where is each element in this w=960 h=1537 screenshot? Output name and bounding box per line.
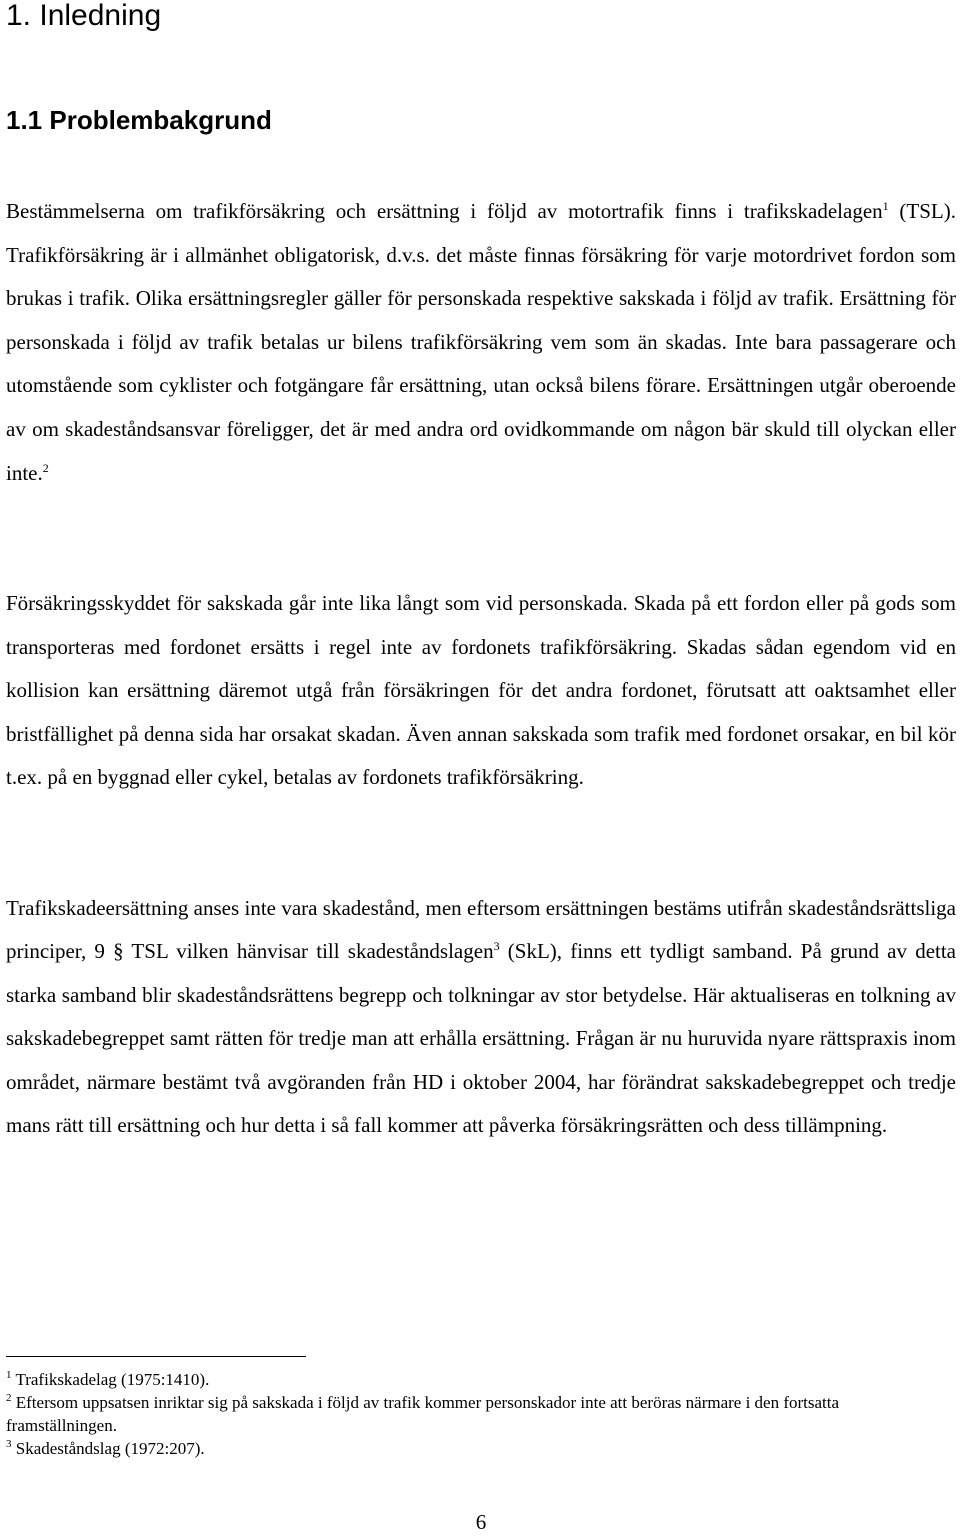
footnote-reference-1[interactable]: 1	[882, 199, 889, 213]
paragraph-3	[6, 887, 956, 1147]
footnote-text: Trafikskadelag (1975:1410).	[11, 1370, 210, 1389]
paragraph-text: Trafikskadeersättning anses inte vara skadestånd, men eftersom ersättningen bestäms utifrån skadeståndsrättsliga principer, 9 § TSL vilken hänvisar till skadeståndslagen	[6, 896, 956, 964]
footnote-number: 1	[6, 1369, 12, 1381]
paragraph-2: Försäkringsskyddet för sakskada går inte lika långt som vid personskada. Skada på ett fordon eller på gods som transporteras med fordonet ersätts i regel inte av fordonets trafikförsäkring. Skadas sådan egendom vid en kollision kan ersättning däremot utgå från försäkringen för det andra fordonet, förutsatt att oaktsamhet eller bristfällighet på denna sida har orsakat skadan. Även annan sakskada som trafik med fordonet orsakar, en bil kör t.ex. på en byggnad eller cykel, betalas av fordonets trafikförsäkring.	[6, 591, 956, 790]
chapter-heading: 1. Inledning	[6, 0, 162, 32]
paragraph-text: Bestämmelserna om trafikförsäkring och ersättning i följd av motortrafik finns i trafikskadelagen	[6, 199, 883, 223]
paragraph-text: (SkL), finns ett tydligt samband. På grund av detta starka samband blir skadeståndsrättens begrepp och tolkningar av stor betydelse. Här aktualiseras en tolkning av sakskadebegreppet samt rätten för tredje man att erhålla ersättning. Frågan är nu huruvida nyare rättspraxis inom området, närmare bestämt två avgöranden från HD i oktober 2004, har förändrat sakskadebegreppet och tredje mans rätt till ersättning och hur detta i så fall kommer att påverka försäkringsrätten och dess tillämpning.	[6, 939, 956, 1138]
footnote-number: 2	[6, 1392, 12, 1404]
footnote-2	[6, 1391, 936, 1437]
footnotes	[6, 1368, 936, 1460]
footnote-text: Eftersom uppsatsen inriktar sig på sakskada i följd av trafik kommer personskador inte att beröras närmare i den fortsatta framställningen.	[6, 1393, 840, 1435]
footnote-3	[6, 1437, 936, 1460]
footnote-number: 3	[6, 1438, 12, 1450]
paragraph-1	[6, 190, 956, 495]
footnote-separator	[6, 1356, 306, 1357]
footnote-reference-2[interactable]: 2	[42, 460, 49, 475]
footnote-1	[6, 1368, 936, 1391]
section-heading: 1.1 Problembakgrund	[6, 105, 272, 135]
footnote-text: Skadeståndslag (1972:207).	[11, 1439, 205, 1458]
paragraph-text: (TSL). Trafikförsäkring är i allmänhet obligatorisk, d.v.s. det måste finnas försäkring för varje motordrivet fordon som brukas i trafik. Olika ersättningsregler gäller för personskada respektive sakskada i följd av trafik. Ersättning för personskada i följd av trafik betalas ur bilens trafikförsäkring vem som än skadas. Inte bara passagerare och utomstående som cyklister och fotgängare får ersättning, utan också bilens förare. Ersättningen utgår oberoende av om skadeståndsansvar föreligger, det är med andra ord ovidkommande om någon bär skuld till olyckan eller inte.	[6, 199, 957, 485]
page-number: 6	[475, 1510, 487, 1534]
footnote-reference-3[interactable]: 3	[493, 939, 500, 954]
